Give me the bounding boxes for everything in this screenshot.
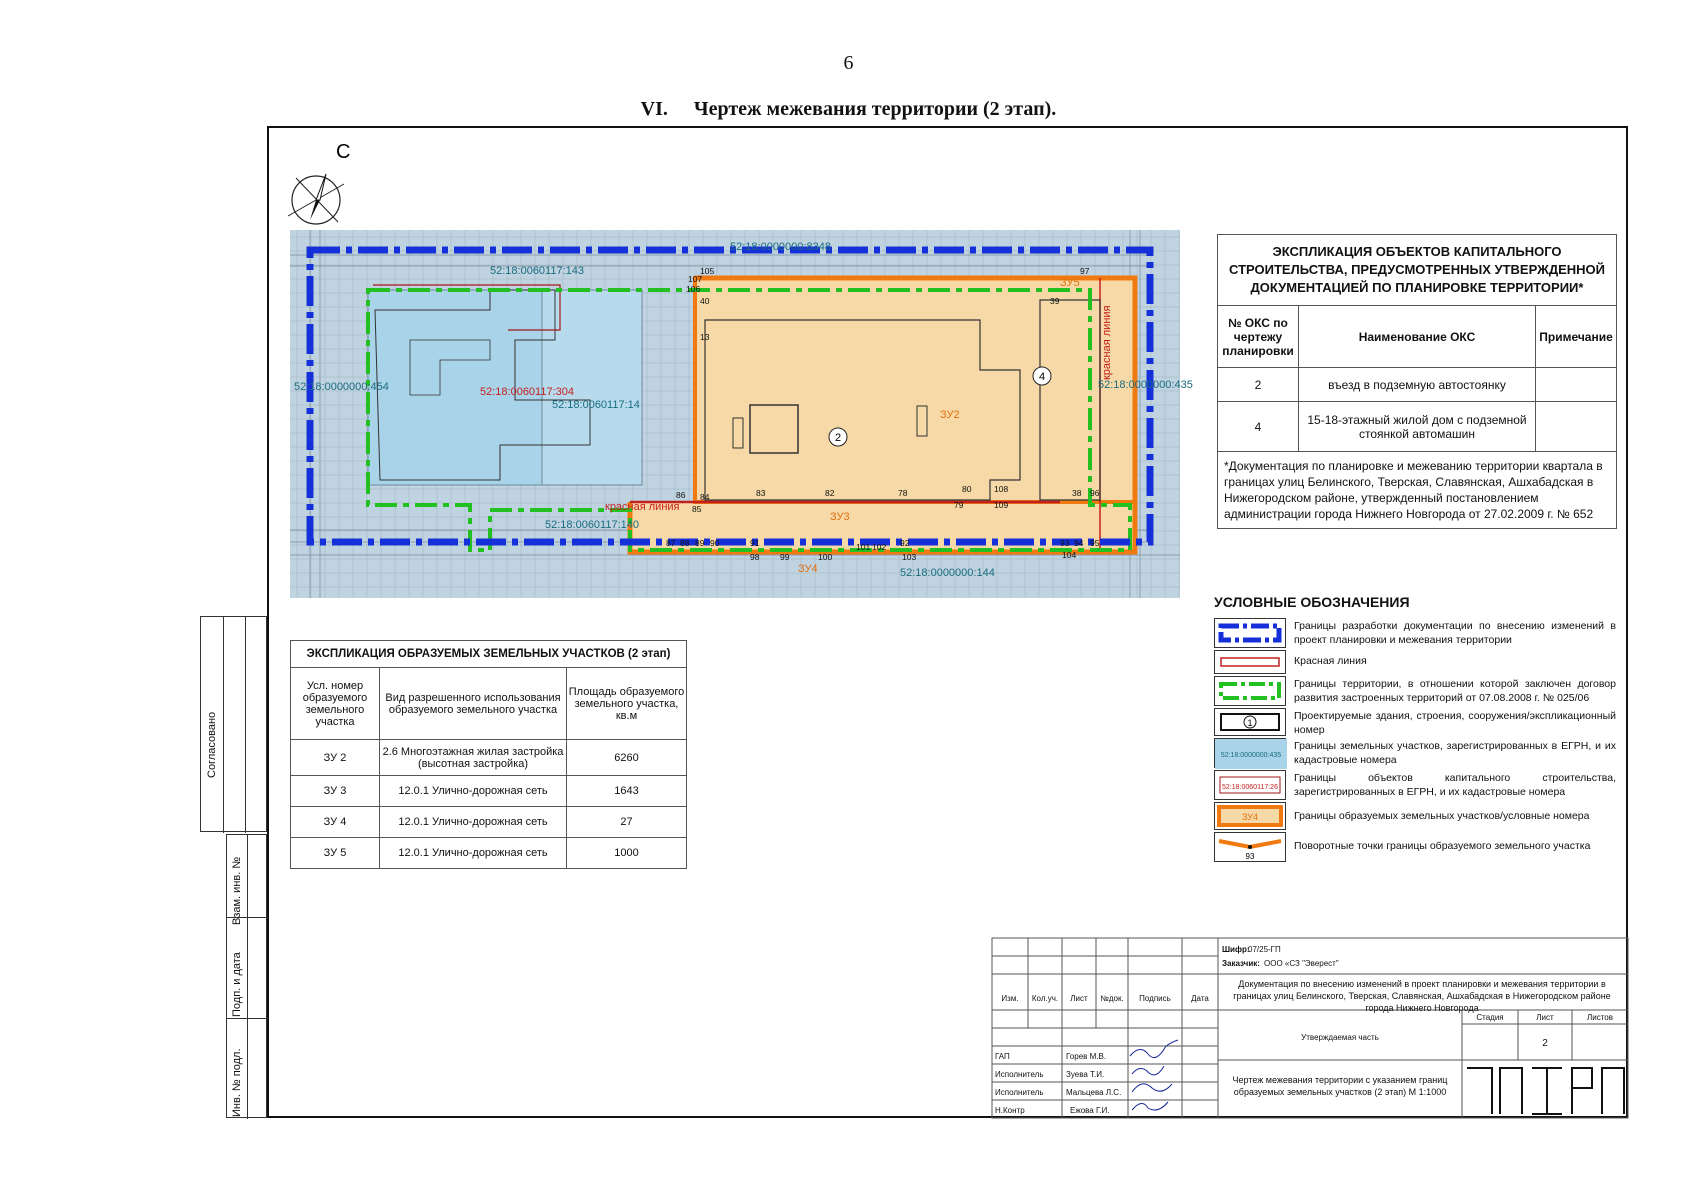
svg-text:95: 95 <box>1090 538 1100 548</box>
svg-text:109: 109 <box>994 500 1009 510</box>
table-row: ЗУ 2 2.6 Многоэтажная жилая застройка (высотная застройка) 6260 <box>291 740 687 776</box>
oks-header: Примечание <box>1536 306 1617 368</box>
north-letter: С <box>336 141 351 163</box>
zu-boundary-symbol <box>1214 802 1286 830</box>
project-name: Документация по внесению изменений в проект планировки и межевания территории в границах улиц Белинского, Тверская, Славянская, Ашхабадская в Нижегородском районе города Нижнего Новгорода <box>1233 979 1611 1013</box>
kn-14: 52:18:0060117:14 <box>552 399 640 411</box>
egrn-oks-symbol <box>1214 770 1286 800</box>
svg-text:39: 39 <box>1050 296 1060 306</box>
svg-text:98: 98 <box>750 552 760 562</box>
svg-text:№док.: №док. <box>1100 994 1124 1003</box>
legend-item: 52:18:0000000:435 Границы земельных участков, зарегистрированных в ЕГРН, и их кадастровые номера <box>1214 738 1614 768</box>
svg-text:Исполнитель: Исполнитель <box>995 1088 1044 1097</box>
oks-header: Наименование ОКС <box>1299 306 1536 368</box>
svg-text:106: 106 <box>686 284 701 294</box>
svg-text:Заказчик:: Заказчик: <box>1222 959 1260 968</box>
turning-point-symbol <box>1214 832 1286 862</box>
obj-4-label: 4 <box>1038 371 1046 383</box>
svg-text:ЗУ4: ЗУ4 <box>1241 812 1259 822</box>
agreed-label: Согласовано <box>206 711 218 778</box>
legend-title: УСЛОВНЫЕ ОБОЗНАЧЕНИЯ <box>1214 594 1410 610</box>
svg-text:Стадия: Стадия <box>1476 1013 1504 1022</box>
title-numeral: VI. <box>640 98 668 120</box>
svg-text:91: 91 <box>750 538 760 548</box>
obj-2-label: 2 <box>834 432 842 444</box>
svg-text:88: 88 <box>680 538 690 548</box>
svg-text:52:18:0000000:435: 52:18:0000000:435 <box>1220 752 1282 759</box>
svg-text:94: 94 <box>1074 538 1084 548</box>
table-row: ЗУ 4 12.0.1 Улично-дорожная сеть 27 <box>291 807 687 838</box>
svg-text:Горев М.В.: Горев М.В. <box>1066 1052 1107 1061</box>
svg-text:Изм.: Изм. <box>1001 994 1019 1003</box>
svg-text:105: 105 <box>700 266 715 276</box>
legend-item: 93 Поворотные точки границы образуемого земельного участка <box>1214 832 1614 862</box>
zu-caption: ЭКСПЛИКАЦИЯ ОБРАЗУЕМЫХ ЗЕМЕЛЬНЫХ УЧАСТКОВ (2 этап) <box>291 641 687 668</box>
svg-text:100: 100 <box>818 552 833 562</box>
svg-text:79: 79 <box>954 500 964 510</box>
svg-text:Подпись: Подпись <box>1139 994 1171 1003</box>
svg-text:Листов: Листов <box>1587 1013 1613 1022</box>
zu4-label: ЗУ4 <box>798 563 818 575</box>
inv-vzam-label: Взам. инв. № <box>231 856 243 925</box>
svg-text:Утверждаемая часть: Утверждаемая часть <box>1301 1033 1379 1042</box>
legend-item: Красная линия <box>1214 650 1614 674</box>
svg-text:Н.Контр: Н.Контр <box>995 1106 1025 1115</box>
north-arrow-icon <box>286 138 356 234</box>
svg-text:86: 86 <box>676 490 686 500</box>
building-symbol <box>1214 708 1286 736</box>
svg-text:52:18:0060117:26: 52:18:0060117:26 <box>1222 784 1278 791</box>
svg-text:ГАП: ГАП <box>995 1052 1010 1061</box>
oks-caption: ЭКСПЛИКАЦИЯ ОБЪЕКТОВ КАПИТАЛЬНОГО СТРОИТЕЛЬСТВА, ПРЕДУСМОТРЕННЫХ УТВЕРЖДЕННОЙ ДОКУМЕНТАЦИЕЙ ПО ПЛАНИРОВКЕ ТЕРРИТОРИИ* <box>1218 235 1617 306</box>
legend-item: Границы разработки документации по внесению изменений в проект планировки и межевания территории <box>1214 618 1614 648</box>
cadastral-map <box>290 230 1193 598</box>
kn-304: 52:18:0060117:304 <box>480 386 574 398</box>
kn-140: 52:18:0060117:140 <box>545 519 639 531</box>
svg-text:80: 80 <box>962 484 972 494</box>
table-row: 2 въезд в подземную автостоянку <box>1218 368 1617 402</box>
svg-text:Лист: Лист <box>1070 994 1088 1003</box>
svg-text:103: 103 <box>902 552 917 562</box>
oks-note: *Документация по планировке и межеванию территории квартала в границах улиц Белинского, Тверская, Славянская, Ашхабадская в Нижегородском районе, утвержденный постановлением администрации города Нижнего Новгорода от 27.02.2009 г. № 652 <box>1218 452 1617 529</box>
title-text: Чертеж межевания территории (2 этап). <box>693 98 1057 120</box>
kn-144: 52:18:0000000:144 <box>900 567 995 579</box>
table-row: ЗУ 3 12.0.1 Улично-дорожная сеть 1643 <box>291 776 687 807</box>
svg-text:Зуева Т.И.: Зуева Т.И. <box>1066 1070 1105 1079</box>
svg-text:96: 96 <box>1090 488 1100 498</box>
zu2-label: ЗУ2 <box>940 409 960 421</box>
sign-date-label: Подп. и дата <box>231 952 243 1017</box>
zu5-label: ЗУ5 <box>1060 277 1080 289</box>
svg-text:101: 101 <box>856 542 871 552</box>
blue-boundary-symbol <box>1214 618 1286 648</box>
svg-text:78: 78 <box>898 488 908 498</box>
egrn-parcel-symbol <box>1214 738 1286 768</box>
svg-text:Кол.уч.: Кол.уч. <box>1031 994 1059 1003</box>
table-row: ЗУ 5 12.0.1 Улично-дорожная сеть 1000 <box>291 838 687 869</box>
svg-text:38: 38 <box>1072 488 1082 498</box>
svg-text:99: 99 <box>780 552 790 562</box>
svg-text:85: 85 <box>692 504 702 514</box>
svg-text:102: 102 <box>872 542 887 552</box>
oks-explication-table <box>1217 234 1617 529</box>
zu-header: Вид разрешенного использования образуемого земельного участка <box>380 668 567 740</box>
svg-text:93: 93 <box>1060 538 1070 548</box>
zu-fill <box>695 278 1135 520</box>
svg-text:97: 97 <box>1080 266 1090 276</box>
svg-text:Лист: Лист <box>1536 1013 1554 1022</box>
svg-text:Шифр:: Шифр: <box>1222 945 1250 954</box>
oks-header: № ОКС по чертежу планировки <box>1218 306 1299 368</box>
red-line-symbol <box>1214 650 1286 674</box>
zu-explication-table <box>290 640 687 869</box>
inventory-stamp <box>226 834 267 1118</box>
svg-text:93: 93 <box>1245 852 1255 861</box>
red-line-label-2: красная линия <box>1101 305 1113 380</box>
svg-text:13: 13 <box>700 332 710 342</box>
zu-header: Усл. номер образуемого земельного участка <box>291 668 380 740</box>
svg-text:87: 87 <box>666 538 676 548</box>
svg-text:Мальцева Л.С.: Мальцева Л.С. <box>1066 1088 1122 1097</box>
red-line-label-1: красная линия <box>605 501 680 513</box>
svg-text:1: 1 <box>1247 718 1253 728</box>
drawing-name: Чертеж межевания территории с указанием границ образуемых земельных участков (2 этап) М 1:1000 <box>1232 1075 1448 1097</box>
table-row: 4 15-18-этажный жилой дом с подземной стоянкой автомашин <box>1218 402 1617 452</box>
agreed-stamp <box>200 616 267 832</box>
kn-435: 52:18:0000000:435 <box>1098 379 1193 391</box>
svg-text:107: 107 <box>688 274 703 284</box>
green-boundary-symbol <box>1214 676 1286 706</box>
svg-text:90: 90 <box>710 538 720 548</box>
svg-text:92: 92 <box>900 538 910 548</box>
legend-item: 1 Проектируемые здания, строения, сооружения/экспликационный номер <box>1214 708 1614 736</box>
svg-text:89: 89 <box>695 538 705 548</box>
svg-text:07/25-ГП: 07/25-ГП <box>1248 945 1281 954</box>
svg-text:Ежова Г.И.: Ежова Г.И. <box>1070 1106 1110 1115</box>
svg-text:Дата: Дата <box>1191 994 1209 1003</box>
svg-text:84: 84 <box>700 492 710 502</box>
svg-text:82: 82 <box>825 488 835 498</box>
legend-item: 52:18:0060117:26 Границы объектов капитального строительства, зарегистрированных в ЕГРН, и их кадастровые номера <box>1214 770 1614 800</box>
zu3-label: ЗУ3 <box>830 511 850 523</box>
zu-header: Площадь образуемого земельного участка, кв.м <box>567 668 687 740</box>
svg-text:108: 108 <box>994 484 1009 494</box>
svg-text:ООО «СЗ "Эверест": ООО «СЗ "Эверест" <box>1264 959 1339 968</box>
svg-text:Исполнитель: Исполнитель <box>995 1070 1044 1079</box>
logo-graphic <box>1467 1068 1624 1114</box>
svg-text:2: 2 <box>1542 1038 1548 1049</box>
kn-454: 52:18:0000000:454 <box>294 381 389 393</box>
svg-text:83: 83 <box>756 488 766 498</box>
title-block <box>992 938 1628 1118</box>
svg-text:40: 40 <box>700 296 710 306</box>
legend-item: ЗУ4 Границы образуемых земельных участков/условные номера <box>1214 802 1614 830</box>
kn-8348: 52:18:0000000:8348 <box>730 241 831 253</box>
page-title <box>0 98 1697 121</box>
inv-podl-label: Инв. № подл. <box>231 1048 243 1117</box>
svg-text:104: 104 <box>1062 550 1077 560</box>
page-number: 6 <box>843 52 854 74</box>
kn-143: 52:18:0060117:143 <box>490 265 584 277</box>
legend-item: Границы территории, в отношении которой заключен договор развития застроенных территорий от 07.08.2008 г. № 025/06 <box>1214 676 1614 706</box>
